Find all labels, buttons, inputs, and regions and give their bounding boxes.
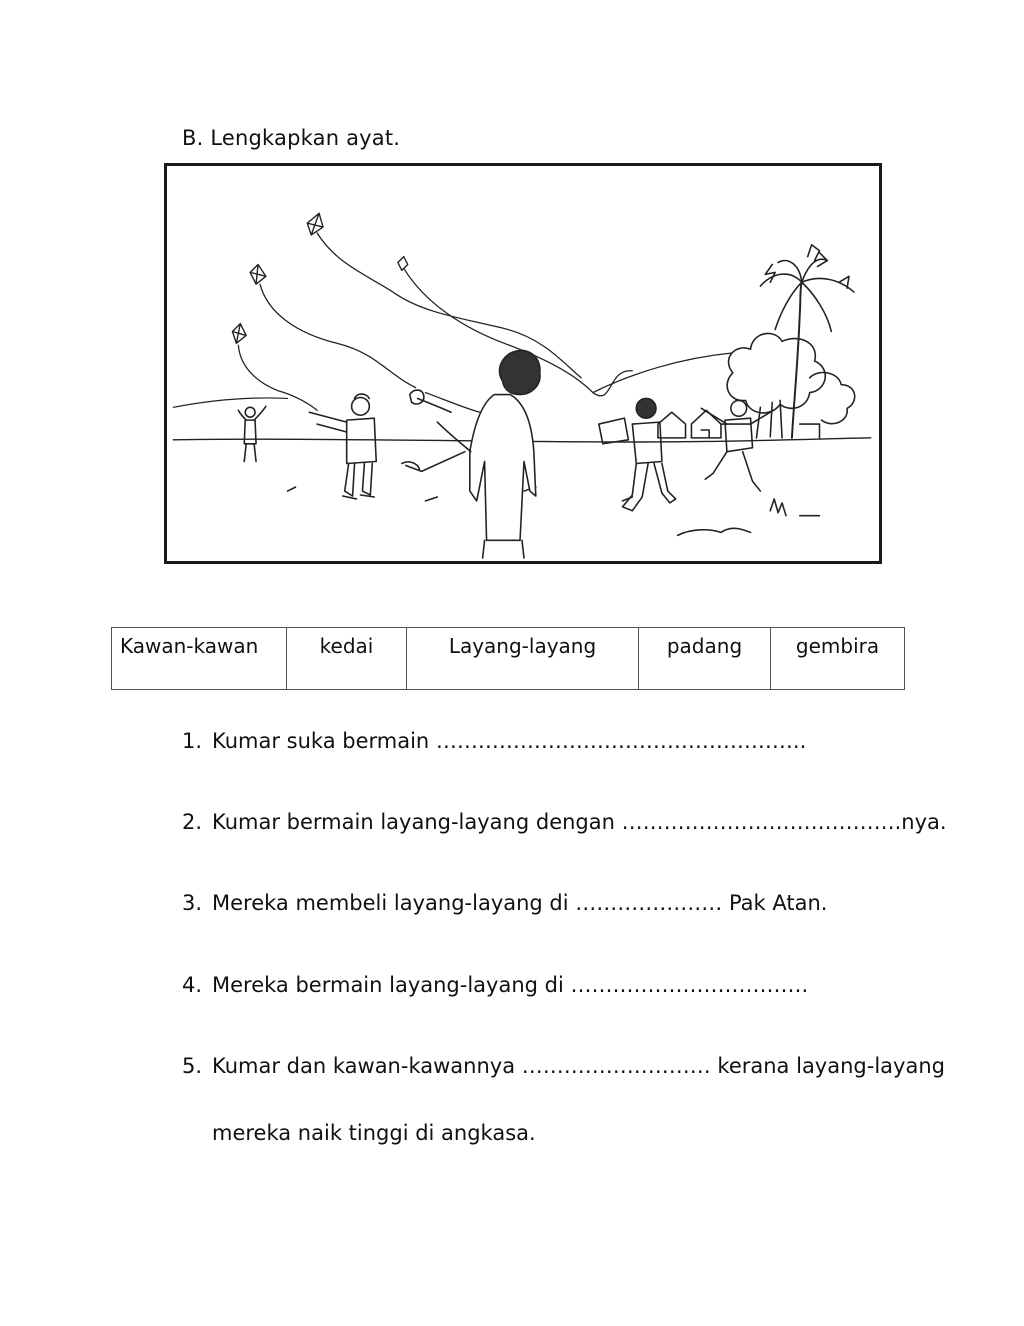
question-number: 2. <box>182 810 203 834</box>
question-number: 5. <box>182 1054 203 1078</box>
word-bank-cell: Layang-layang <box>407 628 639 690</box>
question-item <box>182 973 808 997</box>
question-item <box>182 729 806 753</box>
question-continuation: mereka naik tinggi di angkasa. <box>212 1121 536 1145</box>
question-number: 1. <box>182 729 203 753</box>
question-text: Kumar bermain layang-layang dengan ………………………………….nya. <box>212 810 947 834</box>
question-number: 4. <box>182 973 203 997</box>
question-text: Mereka bermain layang-layang di ……………………………. <box>212 973 809 997</box>
question-number: 3. <box>182 891 203 915</box>
word-bank-cell: kedai <box>287 628 407 690</box>
question-text: Mereka membeli layang-layang di ………………… Pak Atan. <box>212 891 828 915</box>
worksheet-heading: B. Lengkapkan ayat. <box>182 126 401 150</box>
word-bank-cell: Kawan-kawan <box>112 628 287 690</box>
question-item <box>182 891 827 915</box>
question-item <box>182 1054 945 1078</box>
word-bank-cell: padang <box>639 628 771 690</box>
word-bank-table <box>111 627 905 690</box>
question-text: Kumar suka bermain …………………………………………….. <box>212 729 807 753</box>
question-text: Kumar dan kawan-kawannya ……………………… kerana layang-layang <box>212 1054 945 1078</box>
kite-flying-illustration <box>164 163 882 564</box>
word-bank-cell: gembira <box>771 628 905 690</box>
question-item <box>182 810 947 834</box>
